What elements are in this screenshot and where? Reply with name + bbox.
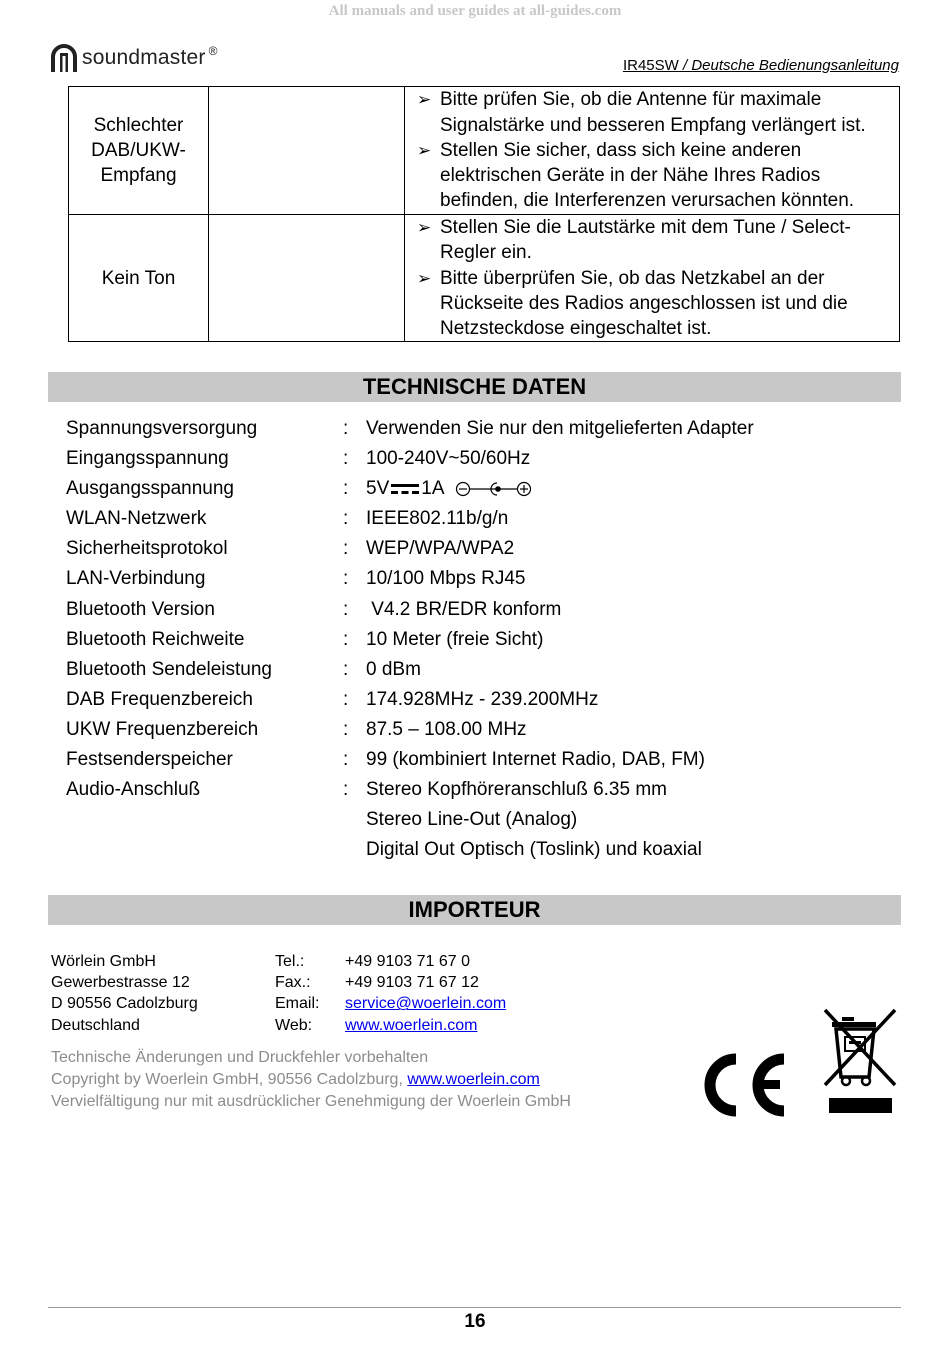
solution-item xyxy=(417,266,899,342)
solution-line: Rückseite des Radios angeschlossen ist und die xyxy=(440,292,848,314)
copyright-link[interactable]: www.woerlein.com xyxy=(407,1071,540,1088)
fax-value: +49 9103 71 67 12 xyxy=(345,974,479,992)
spec-row xyxy=(66,474,906,504)
spec-colon: : xyxy=(343,418,349,439)
cause-cell xyxy=(209,87,405,215)
arrow-bullet-icon: ➢ xyxy=(417,140,432,160)
problem-line: Schlechter xyxy=(93,114,184,136)
contact-label: Web: xyxy=(275,1016,313,1034)
spec-row xyxy=(66,715,906,745)
solution-line: Stellen Sie die Lautstärke mit dem Tune / Select- xyxy=(440,217,851,238)
solution-item xyxy=(417,138,899,214)
problem-line: Kein Ton xyxy=(101,267,176,289)
solution-line: Stellen Sie sicher, dass sich keine anderen xyxy=(440,139,802,161)
spec-colon: : xyxy=(343,688,349,710)
spec-label: LAN-Verbindung xyxy=(66,568,206,590)
solution-cell xyxy=(405,215,900,342)
spec-row xyxy=(66,595,906,625)
spec-row xyxy=(66,444,906,474)
spec-colon: : xyxy=(343,568,349,590)
arrow-bullet-icon: ➢ xyxy=(417,268,432,288)
importer-heading: IMPORTEUR xyxy=(48,895,901,925)
spec-value: Digital Out Optisch (Toslink) und koaxial xyxy=(366,839,702,861)
spec-value: 87.5 – 108.00 MHz xyxy=(366,718,527,740)
solution-line: elektrischen Geräte in der Nähe Ihres Radios xyxy=(440,165,821,187)
spec-value: WEP/WPA/WPA2 xyxy=(366,538,515,560)
solution-line: befinden, die Interferenzen verursachen könnten. xyxy=(440,190,855,212)
address-line: Wörlein GmbH xyxy=(51,953,156,970)
spec-colon: : xyxy=(343,508,349,530)
contact-label: Tel.: xyxy=(275,953,305,970)
spec-row xyxy=(66,805,906,835)
manual-name: / Deutsche Bedienungsanleitung xyxy=(683,57,899,74)
troubleshooting-table xyxy=(68,86,900,342)
footer-divider xyxy=(48,1307,901,1308)
contact-label: Fax.: xyxy=(275,974,311,992)
spec-colon: : xyxy=(343,628,349,650)
soundmaster-logo-icon xyxy=(50,43,78,73)
address-line: D 90556 Cadolzburg xyxy=(51,995,198,1013)
arrow-bullet-icon: ➢ xyxy=(417,218,432,237)
spec-row xyxy=(66,775,906,805)
web-link[interactable]: www.woerlein.com xyxy=(345,1016,478,1034)
phone-value: +49 9103 71 67 0 xyxy=(345,953,471,970)
spec-colon: : xyxy=(343,448,349,470)
spec-label: Spannungsversorgung xyxy=(66,418,258,439)
importer-row xyxy=(51,951,506,972)
spec-row xyxy=(66,835,906,865)
contact-label: Email: xyxy=(275,995,320,1013)
notes-line: Technische Änderungen und Druckfehler vorbehalten xyxy=(51,1049,429,1066)
importer-row xyxy=(51,993,506,1014)
spec-row xyxy=(66,504,906,534)
solution-line: Netzsteckdose eingeschaltet ist. xyxy=(440,318,712,340)
arrow-bullet-icon: ➢ xyxy=(417,90,432,110)
spec-colon: : xyxy=(343,598,349,620)
spec-label: Audio-Anschluß xyxy=(66,779,201,801)
spec-value: 10/100 Mbps RJ45 xyxy=(366,568,526,590)
spec-value: Stereo Line-Out (Analog) xyxy=(366,809,578,831)
spec-value: 99 (kombiniert Internet Radio, DAB, FM) xyxy=(366,749,705,771)
spec-colon: : xyxy=(343,749,349,771)
spec-colon: : xyxy=(343,779,349,801)
spec-label: Bluetooth Version xyxy=(66,598,215,620)
spec-colon: : xyxy=(343,658,349,680)
output-current: 1A xyxy=(421,478,445,500)
ce-mark-icon xyxy=(696,1052,790,1118)
solution-cell xyxy=(405,87,900,215)
spec-label: WLAN-Netzwerk xyxy=(66,508,207,530)
spec-row xyxy=(66,564,906,594)
spec-colon: : xyxy=(343,718,349,740)
spec-row xyxy=(66,655,906,685)
spec-label: DAB Frequenzbereich xyxy=(66,688,253,710)
spec-label: Sicherheitsprotokol xyxy=(66,538,228,560)
tech-heading: TECHNISCHE DATEN xyxy=(48,372,901,402)
weee-crossed-bin-icon xyxy=(822,1007,900,1117)
spec-label: Ausgangsspannung xyxy=(66,478,234,500)
legal-notes xyxy=(51,1047,571,1113)
spec-row xyxy=(66,534,906,564)
spec-row xyxy=(66,625,906,655)
solution-line: Regler ein. xyxy=(440,242,532,264)
importer-block xyxy=(51,951,506,1036)
solution-line: Bitte überprüfen Sie, ob das Netzkabel an der xyxy=(440,267,825,289)
polarity-center-positive-icon xyxy=(455,480,533,498)
dc-current-icon xyxy=(390,483,420,495)
spec-value: Stereo Kopfhöreranschluß 6.35 mm xyxy=(366,779,667,801)
spec-value: 10 Meter (freie Sicht) xyxy=(366,628,544,650)
problem-cell xyxy=(69,87,209,215)
address-line: Gewerbestrasse 12 xyxy=(51,974,190,992)
spec-value: 0 dBm xyxy=(366,658,421,680)
importer-row xyxy=(51,972,506,993)
brand-logo xyxy=(50,42,218,74)
spec-label: Eingangsspannung xyxy=(66,448,229,470)
importer-row xyxy=(51,1015,506,1036)
document-title xyxy=(623,57,899,74)
spec-value: 100-240V~50/60Hz xyxy=(366,448,531,470)
spec-label: Bluetooth Sendeleistung xyxy=(66,658,272,680)
solution-item xyxy=(417,87,899,138)
problem-cell xyxy=(69,215,209,342)
solution-line: Bitte prüfen Sie, ob die Antenne für maximale xyxy=(440,89,822,111)
brand-name: soundmaster ® xyxy=(82,44,218,69)
spec-row xyxy=(66,685,906,715)
problem-line: Empfang xyxy=(100,165,177,187)
model-name: IR45SW xyxy=(622,57,679,74)
spec-label: Festsenderspeicher xyxy=(66,749,233,771)
solution-line: Signalstärke und besseren Empfang verlängert ist. xyxy=(440,114,866,136)
spec-row xyxy=(66,414,906,444)
page-number: 16 xyxy=(464,1311,486,1332)
spec-value: V4.2 BR/EDR konform xyxy=(366,598,562,620)
spec-value xyxy=(366,474,533,504)
spec-value: IEEE802.11b/g/n xyxy=(366,508,509,530)
spec-value: Verwenden Sie nur den mitgelieferten Adapter xyxy=(366,418,754,439)
spec-label: UKW Frequenzbereich xyxy=(66,718,259,740)
spec-value: 174.928MHz - 239.200MHz xyxy=(366,688,599,710)
spec-label: Bluetooth Reichweite xyxy=(66,628,245,650)
spec-colon: : xyxy=(343,538,349,560)
spec-colon: : xyxy=(343,478,349,500)
table-row xyxy=(69,215,900,342)
cause-cell xyxy=(209,215,405,342)
notes-line: Copyright by Woerlein GmbH, 90556 Cadolzburg, www.woerlein.com xyxy=(51,1071,540,1088)
spec-list xyxy=(66,414,906,865)
watermark: All manuals and user guides at all-guides.com xyxy=(328,3,622,19)
notes-line: Vervielfältigung nur mit ausdrücklicher Genehmigung der Woerlein GmbH xyxy=(51,1093,571,1110)
table-row xyxy=(69,87,900,215)
address-line: Deutschland xyxy=(51,1016,140,1034)
email-link[interactable]: service@woerlein.com xyxy=(345,995,507,1013)
spec-row xyxy=(66,745,906,775)
output-voltage: 5V xyxy=(366,478,390,500)
problem-line: DAB/UKW- xyxy=(91,139,186,161)
solution-item xyxy=(417,215,899,266)
